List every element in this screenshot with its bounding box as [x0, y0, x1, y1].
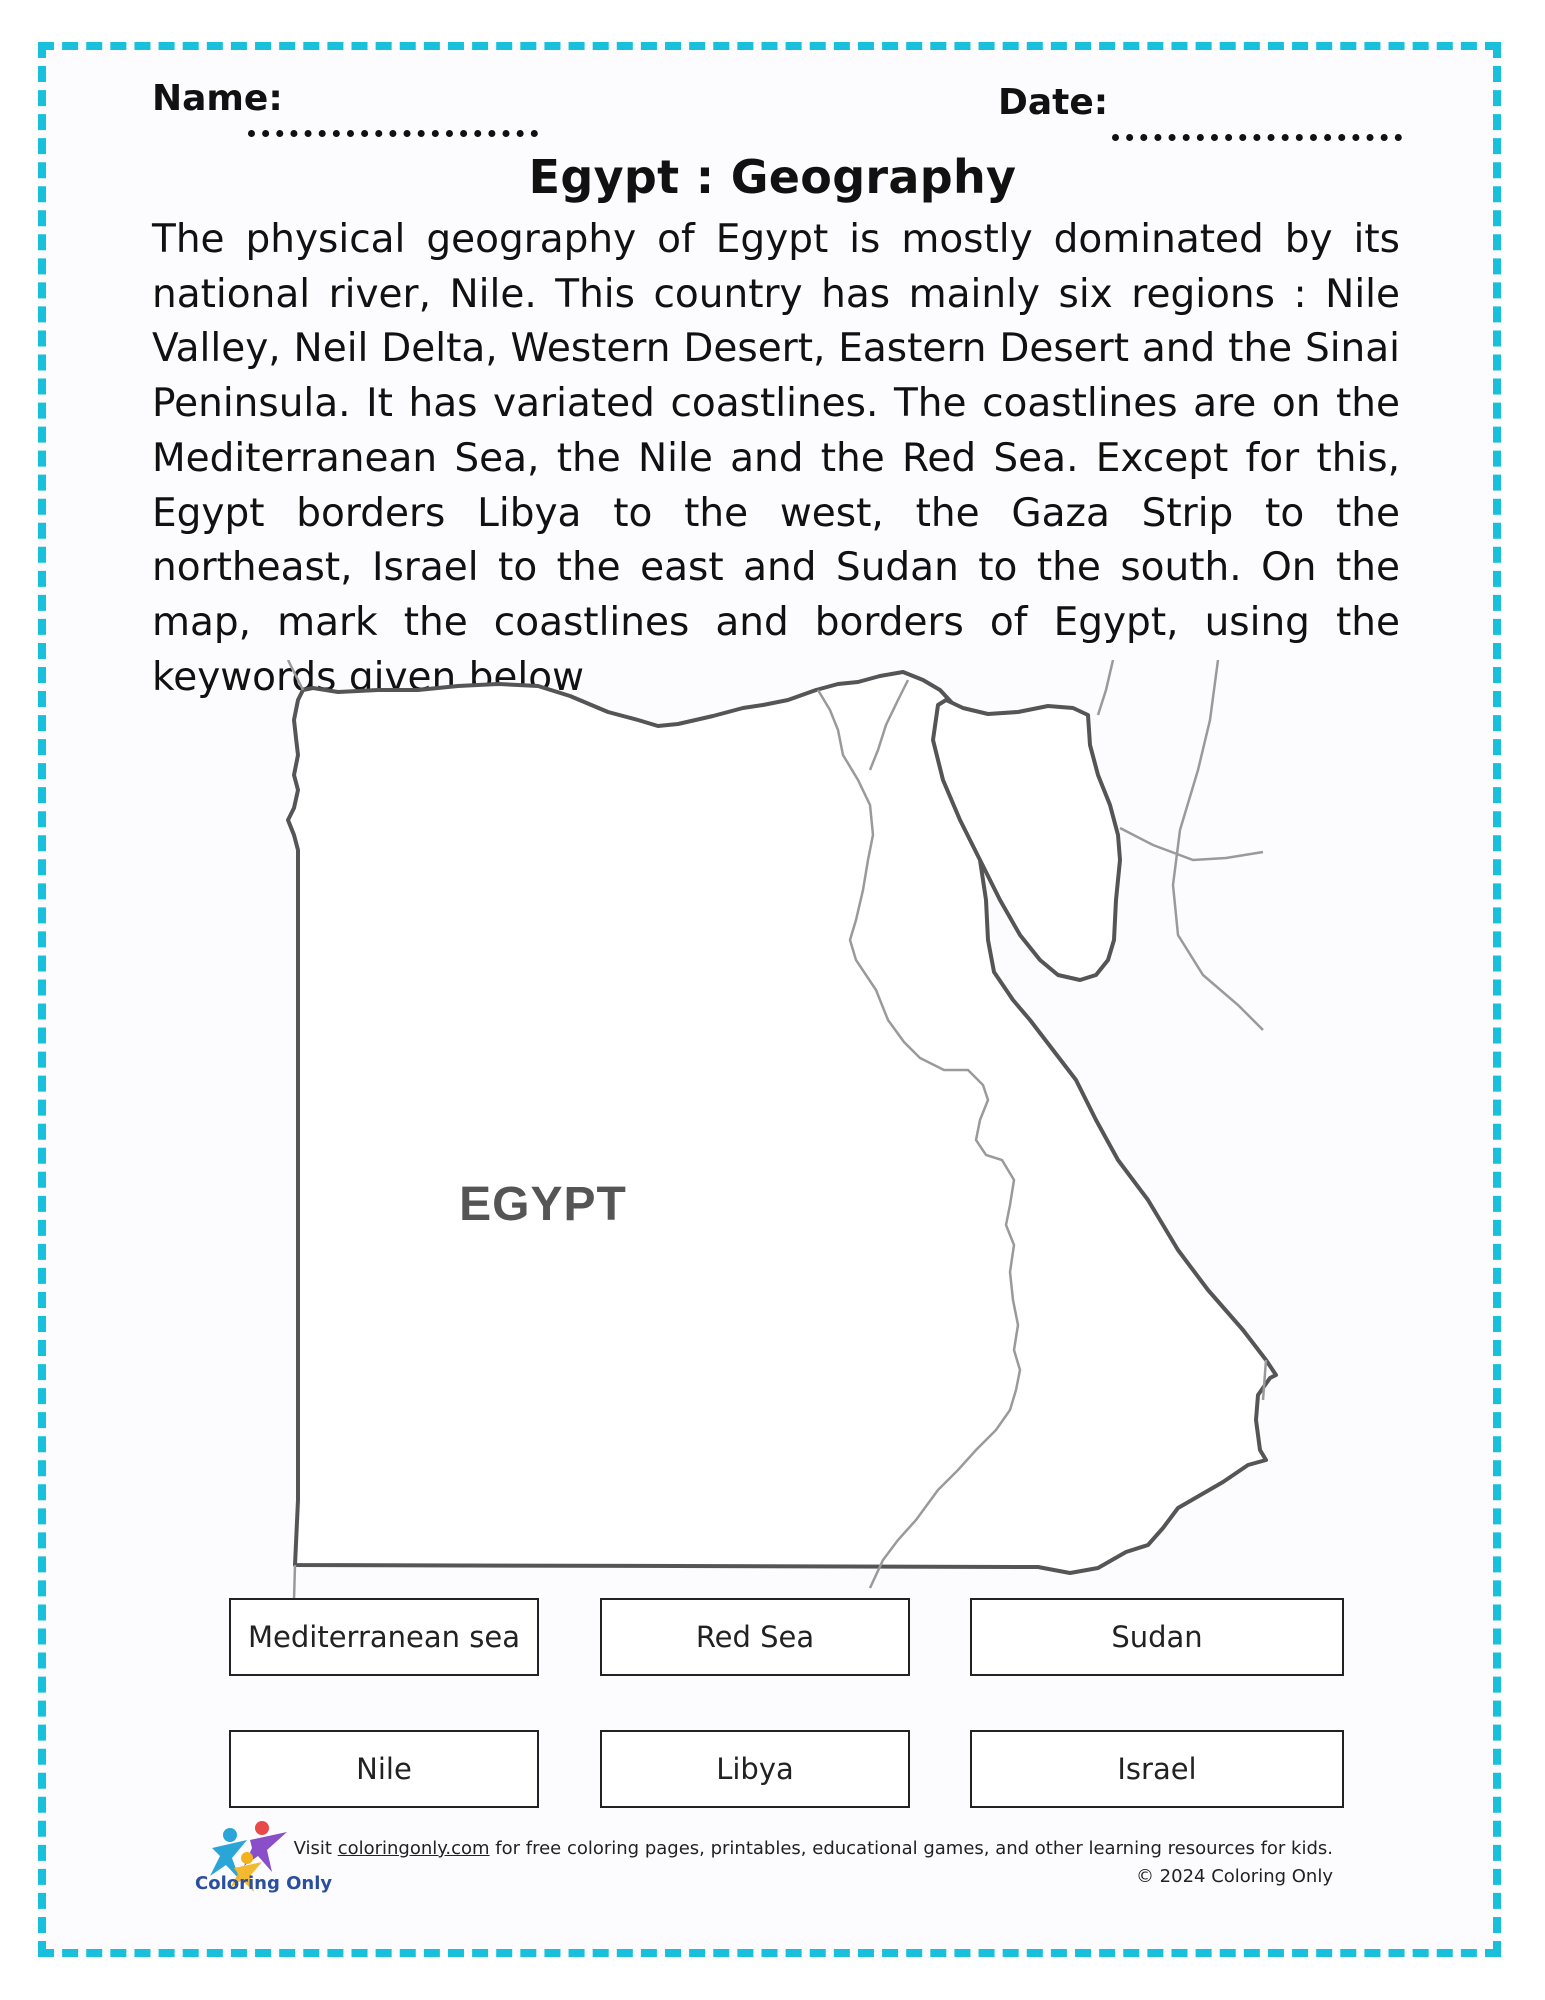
page-title: Egypt : Geography	[528, 150, 1017, 204]
egypt-outline	[288, 672, 1276, 1573]
name-label: Name:	[152, 78, 283, 119]
keyword-libya[interactable]: Libya	[600, 1730, 910, 1808]
saudi-border-line	[1120, 828, 1263, 860]
footer-visit-line: Visit coloringonly.com for free coloring pages, printables, educational games, and other learning resources for kids.	[293, 1838, 1333, 1859]
keyword-red-sea[interactable]: Red Sea	[600, 1598, 910, 1676]
name-field[interactable]	[248, 130, 538, 137]
libya-border-tick	[294, 1565, 295, 1600]
top-left-tick	[288, 660, 303, 690]
site-link[interactable]: coloringonly.com	[337, 1838, 490, 1859]
footer	[294, 1835, 1333, 1891]
keyword-mediterranean-sea[interactable]: Mediterranean sea	[229, 1598, 539, 1676]
date-field[interactable]	[1112, 134, 1402, 141]
date-label: Date:	[998, 82, 1109, 123]
jordan-border-line	[1173, 660, 1263, 1030]
instructions-paragraph: The physical geography of Egypt is mostly dominated by its national river, Nile. This country has mainly six regions : Nile Valley, Neil Delta, Western Desert, Eastern Desert and the Sinai Peninsula. It has variated coastlines. The coastlines are on the Mediterranean Sea, the Nile and the Red Sea. Except for this, Egypt borders Libya to the west, the Gaza Strip to the northeast, Israel to the east and Sudan to the south. On the map, mark the coastlines and borders of Egypt, using the keywords given below	[152, 217, 1400, 700]
egypt-map	[258, 660, 1288, 1610]
keyword-israel[interactable]: Israel	[970, 1730, 1344, 1808]
keyword-sudan[interactable]: Sudan	[970, 1598, 1344, 1676]
israel-border-line	[1098, 660, 1113, 715]
logo-text: Coloring Only	[195, 1873, 333, 1894]
keyword-nile[interactable]: Nile	[229, 1730, 539, 1808]
country-label: EGYPT	[459, 1178, 627, 1231]
footer-copyright: © 2024 Coloring Only	[1135, 1866, 1333, 1887]
